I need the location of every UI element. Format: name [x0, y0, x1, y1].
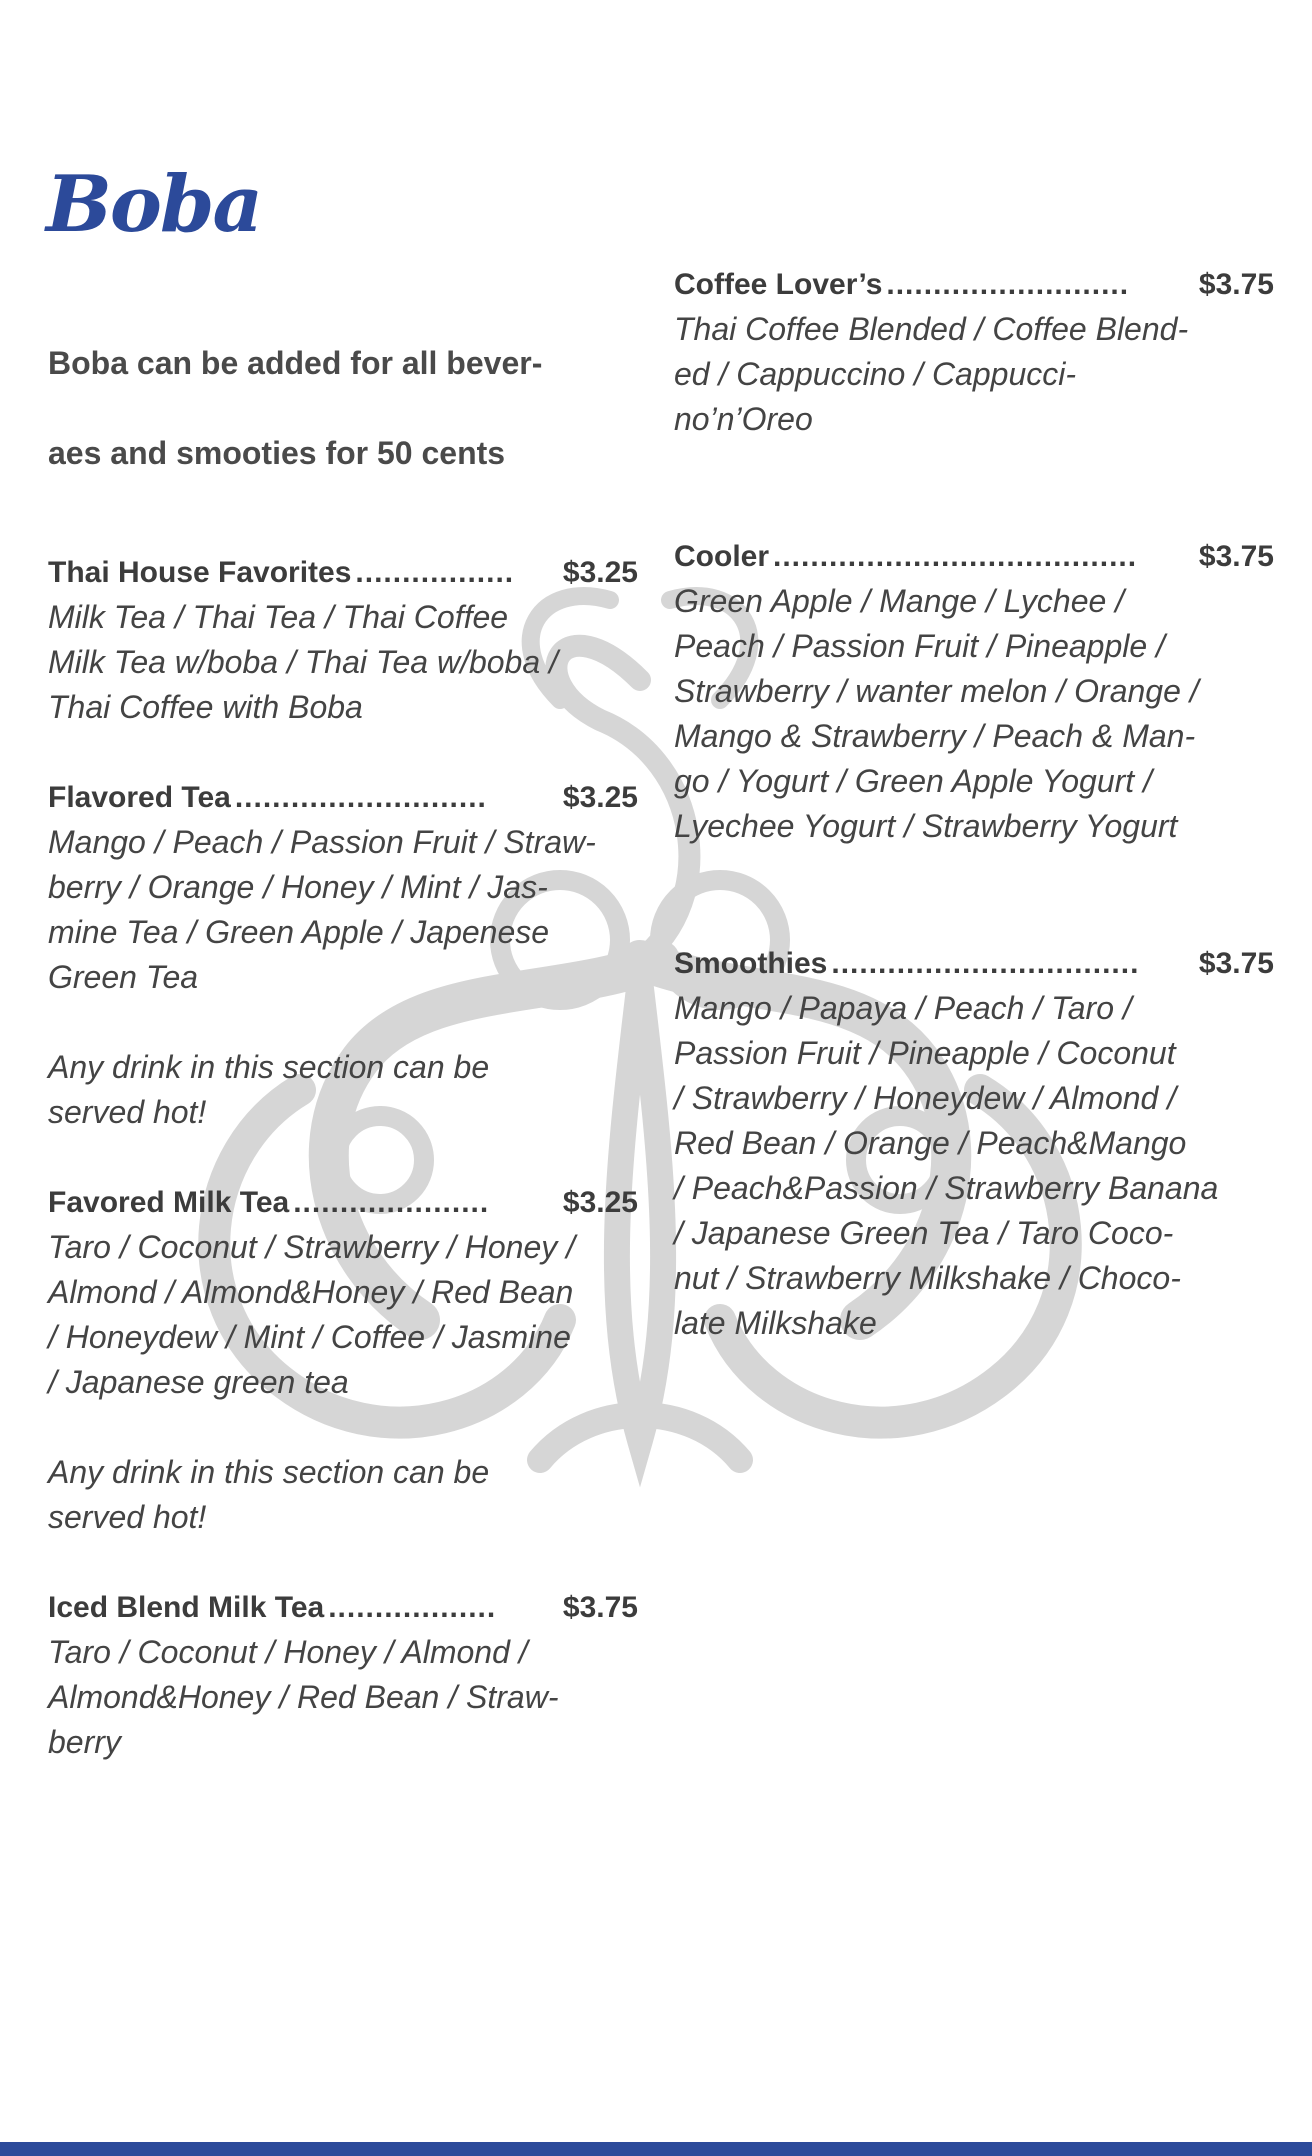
item-line: Peach / Passion Fruit / Pineapple /: [674, 628, 1165, 664]
note-line: Any drink in this section can be: [48, 1049, 490, 1085]
section-price: $3.75: [1198, 947, 1274, 980]
item-line: Milk Tea / Thai Tea / Thai Coffee: [48, 599, 509, 635]
item-line: no’n’Oreo: [674, 401, 813, 437]
item-line: Mango / Peach / Passion Fruit / Straw-: [48, 824, 596, 860]
item-line: Mango / Papaya / Peach / Taro /: [674, 990, 1132, 1026]
item-line: Passion Fruit / Pineapple / Coconut: [674, 1035, 1176, 1071]
section-price: $3.25: [562, 1186, 638, 1219]
item-line: berry: [48, 1724, 121, 1760]
section-items: [48, 1630, 638, 1765]
item-line: Thai Coffee with Boba: [48, 689, 363, 725]
item-line: mine Tea / Green Apple / Japenese: [48, 914, 550, 950]
page-title: Boba: [46, 159, 262, 250]
item-line: nut / Strawberry Milkshake / Choco-: [674, 1260, 1181, 1296]
menu-section-thai-house-favorites: [48, 550, 638, 730]
section-name: Thai House Favorites: [48, 556, 352, 589]
menu-section-smoothies: [674, 941, 1274, 1346]
left-menu-column: [48, 550, 638, 1765]
note-line: served hot!: [48, 1094, 207, 1130]
menu-section-iced-blend-milk-tea: [48, 1585, 638, 1765]
section-price: $3.25: [562, 556, 638, 589]
note-line: Any drink in this section can be: [48, 1454, 490, 1490]
item-line: Green Apple / Mange / Lychee /: [674, 583, 1125, 619]
section-items: [48, 595, 638, 730]
menu-section-favored-milk-tea: [48, 1180, 638, 1540]
menu-section-coffee-lovers: [674, 262, 1274, 442]
note-line: Boba can be added for all bever-: [48, 345, 543, 381]
note-line: aes and smooties for 50 cents: [48, 435, 506, 471]
section-hot-note: [48, 1450, 638, 1540]
right-menu-column: [674, 262, 1274, 1346]
section-name: Smoothies: [674, 947, 828, 980]
item-line: / Strawberry / Honeydew / Almond /: [674, 1080, 1177, 1116]
section-header: [674, 941, 1274, 986]
note-line: served hot!: [48, 1499, 207, 1535]
item-line: ed / Cappuccino / Cappucci-: [674, 356, 1076, 392]
item-line: Milk Tea w/boba / Thai Tea w/boba /: [48, 644, 558, 680]
item-line: Almond / Almond&Honey / Red Bean: [48, 1274, 574, 1310]
item-line: Taro / Coconut / Honey / Almond /: [48, 1634, 528, 1670]
section-name: Favored Milk Tea: [48, 1186, 290, 1219]
section-name: Flavored Tea: [48, 781, 231, 814]
section-items: [674, 986, 1274, 1346]
boba-addon-note: [48, 318, 628, 498]
menu-section-flavored-tea: [48, 775, 638, 1135]
item-line: Lyechee Yogurt / Strawberry Yogurt: [674, 808, 1178, 844]
section-items: [48, 820, 638, 1000]
section-price: $3.75: [1198, 540, 1274, 573]
item-line: / Honeydew / Mint / Coffee / Jasmine: [48, 1319, 571, 1355]
item-line: Red Bean / Orange / Peach&Mango: [674, 1125, 1187, 1161]
item-line: Strawberry / wanter melon / Orange /: [674, 673, 1199, 709]
item-line: / Japanese Green Tea / Taro Coco-: [674, 1215, 1174, 1251]
section-price: $3.75: [562, 1591, 638, 1624]
section-header: [674, 534, 1274, 579]
section-name: Iced Blend Milk Tea: [48, 1591, 325, 1624]
item-line: Almond&Honey / Red Bean / Straw-: [48, 1679, 559, 1715]
section-items: [674, 579, 1274, 849]
section-price: $3.75: [1198, 268, 1274, 301]
leader-dots: ...........................: [234, 781, 487, 814]
item-line: / Peach&Passion / Strawberry Banana: [674, 1170, 1219, 1206]
bottom-accent-bar: [0, 2142, 1312, 2156]
section-header: [48, 775, 638, 820]
section-header: [48, 550, 638, 595]
section-name: Coffee Lover’s: [674, 268, 883, 301]
item-line: go / Yogurt / Green Apple Yogurt /: [674, 763, 1152, 799]
item-line: Mango & Strawberry / Peach & Man-: [674, 718, 1196, 754]
leader-dots: .......................................: [773, 540, 1138, 573]
leader-dots: .................: [355, 556, 515, 589]
item-line: Thai Coffee Blended / Coffee Blend-: [674, 311, 1189, 347]
menu-section-cooler: [674, 534, 1274, 849]
leader-dots: .................................: [831, 947, 1140, 980]
section-hot-note: [48, 1045, 638, 1135]
item-line: Taro / Coconut / Strawberry / Honey /: [48, 1229, 576, 1265]
section-name: Cooler: [674, 540, 770, 573]
section-header: [48, 1180, 638, 1225]
item-line: late Milkshake: [674, 1305, 877, 1341]
item-line: berry / Orange / Honey / Mint / Jas-: [48, 869, 548, 905]
section-items: [674, 307, 1274, 442]
item-line: / Japanese green tea: [48, 1364, 349, 1400]
section-items: [48, 1225, 638, 1405]
section-price: $3.25: [562, 781, 638, 814]
item-line: Green Tea: [48, 959, 199, 995]
leader-dots: ..................: [328, 1591, 497, 1624]
leader-dots: ..........................: [886, 268, 1130, 301]
leader-dots: .....................: [293, 1186, 490, 1219]
section-header: [674, 262, 1274, 307]
section-header: [48, 1585, 638, 1630]
